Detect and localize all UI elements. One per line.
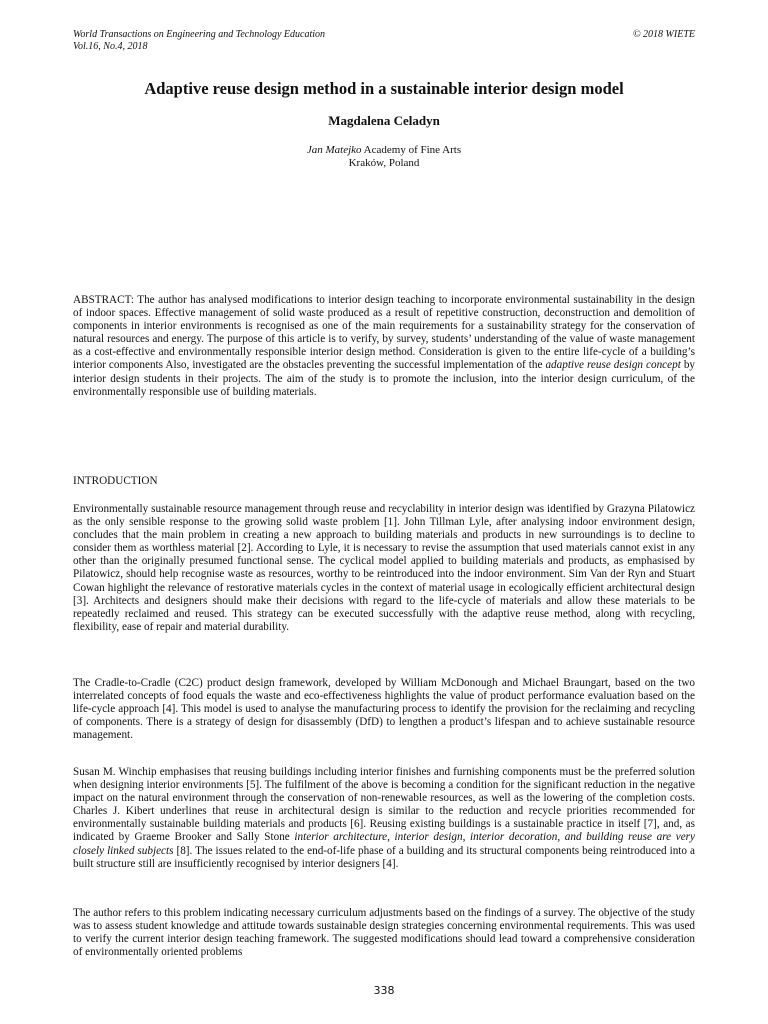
affiliation-name-italic: Jan Matejko (306, 144, 362, 156)
paragraph-3-text-1: Susan M. Winchip emphasises that reusing buildings including interior finishes and furnishing components must be the preferred solution when designing interior environments [5]. The fulfilment of the above is becoming a condition for the significant reduction in the negative impact on the natural environment through the conservation of non-renewable resources, as well as the lowering of the completion costs. Charles J. Kibert underlines that reuse in architectural design is similar to the reduction and recycle priorities recommended for environmentally sustainable building materials and products [6]. Reusing existing buildings is a sustainable practice in itself [7], and, as indicated by Graeme Brooker and Sally Stone (73, 766, 695, 844)
affiliation-name-rest: Academy of Fine Arts (361, 144, 462, 156)
copyright-notice: © 2018 WIETE (632, 29, 695, 40)
paragraph-3-italic-quote: interior architecture, interior design, interior decoration, and building reuse are very closely linked subjects (73, 831, 696, 857)
abstract-italic-term: adaptive reuse design concept (545, 359, 681, 372)
author-name: Magdalena Celadyn (328, 113, 440, 128)
affiliation (73, 144, 695, 170)
paper-page (73, 0, 695, 1024)
paper-title: Adaptive reuse design method in a sustainable interior design model (144, 79, 624, 98)
body-paragraph-3 (73, 766, 695, 871)
journal-name: World Transactions on Engineering and Technology Education (73, 29, 326, 40)
paragraph-3-text-2: [8]. The issues related to the end-of-life phase of a building and its structural components being reintroduced into a built structure still are insufficiently recognised by interior designers [4]. (73, 844, 695, 870)
body-paragraph-2: The Cradle-to-Cradle (C2C) product design framework, developed by William McDonough and Michael Braungart, based on the two interrelated concepts of food equals the waste and eco-effectiveness highlights the value of product performance evaluation based on the life-cycle approach [4]. This model is used to analyse the manufacturing process to identify the provision for the reclaiming and recycling of components. There is a strategy of design for disassembly (DfD) to lengthen a product’s lifespan and to achieve sustainable resource management. (73, 677, 695, 742)
abstract (73, 294, 695, 399)
abstract-text-1: ABSTRACT: The author has analysed modifications to interior design teaching to incorporate environmental sustainability in the design of indoor spaces. Effective management of solid waste produced as a result of repetitive construction, deconstruction and demolition of components in interior environments is recognised as one of the main requirements for a sustainability strategy for the conservation of natural resources and energy. The purpose of this article is to verify, by survey, students’ understanding of the value of waste management as a cost-effective and environmentally responsible interior design method. Consideration is given to the entire life-cycle of a building’s interior components Also, investigated are the obstacles preventing the successful implementation of the (73, 294, 695, 372)
affiliation-location: Kraków, Poland (348, 157, 420, 169)
journal-volume: Vol.16, No.4, 2018 (73, 41, 148, 52)
body-paragraph-4: The author refers to this problem indicating necessary curriculum adjustments based on the findings of a survey. The objective of the study was to assess student knowledge and attitude towards sustainable design strategies concerning environmental requirements. This was used to verify the current interior design teaching framework. The suggested modifications should lead toward a comprehensive consideration of environmentally oriented problems (73, 907, 695, 959)
page-number: 338 (373, 984, 395, 997)
running-header (73, 29, 695, 53)
abstract-text-2: by interior design students in their projects. The aim of the study is to promote the inclusion, into the interior design curriculum, of the environmentally responsible use of building materials. (73, 359, 696, 398)
body-paragraph-1: Environmentally sustainable resource management through reuse and recyclability in interior design was identified by Grazyna Pilatowicz as the only sensible response to the growing solid waste problem [1]. John Tillman Lyle, after analysing indoor environment design, concludes that the main problem in creating a new approach to building materials and products in new surroundings is to decline to consider them as worthless material [2]. According to Lyle, it is necessary to revise the assumption that used materials cannot exist in any other than the originally presumed functional sense. The cyclical model applied to building materials and products, as emphasised by Pilatowicz, should help recognise waste as resources, worthy to be reintroduced into the indoor environment. Sim Van der Ryn and Stuart Cowan highlight the relevance of restorative materials cycles in the context of material usage in ecologically efficient architectural design [3]. Architects and designers should make their decisions with regard to the life-cycle of materials and allow these materials to be repeatedly reclaimed and reused. This strategy can be executed successfully with the adaptive reuse method, along with recycling, flexibility, ease of repair and material durability. (73, 503, 695, 633)
section-heading-introduction: INTRODUCTION (73, 475, 158, 487)
